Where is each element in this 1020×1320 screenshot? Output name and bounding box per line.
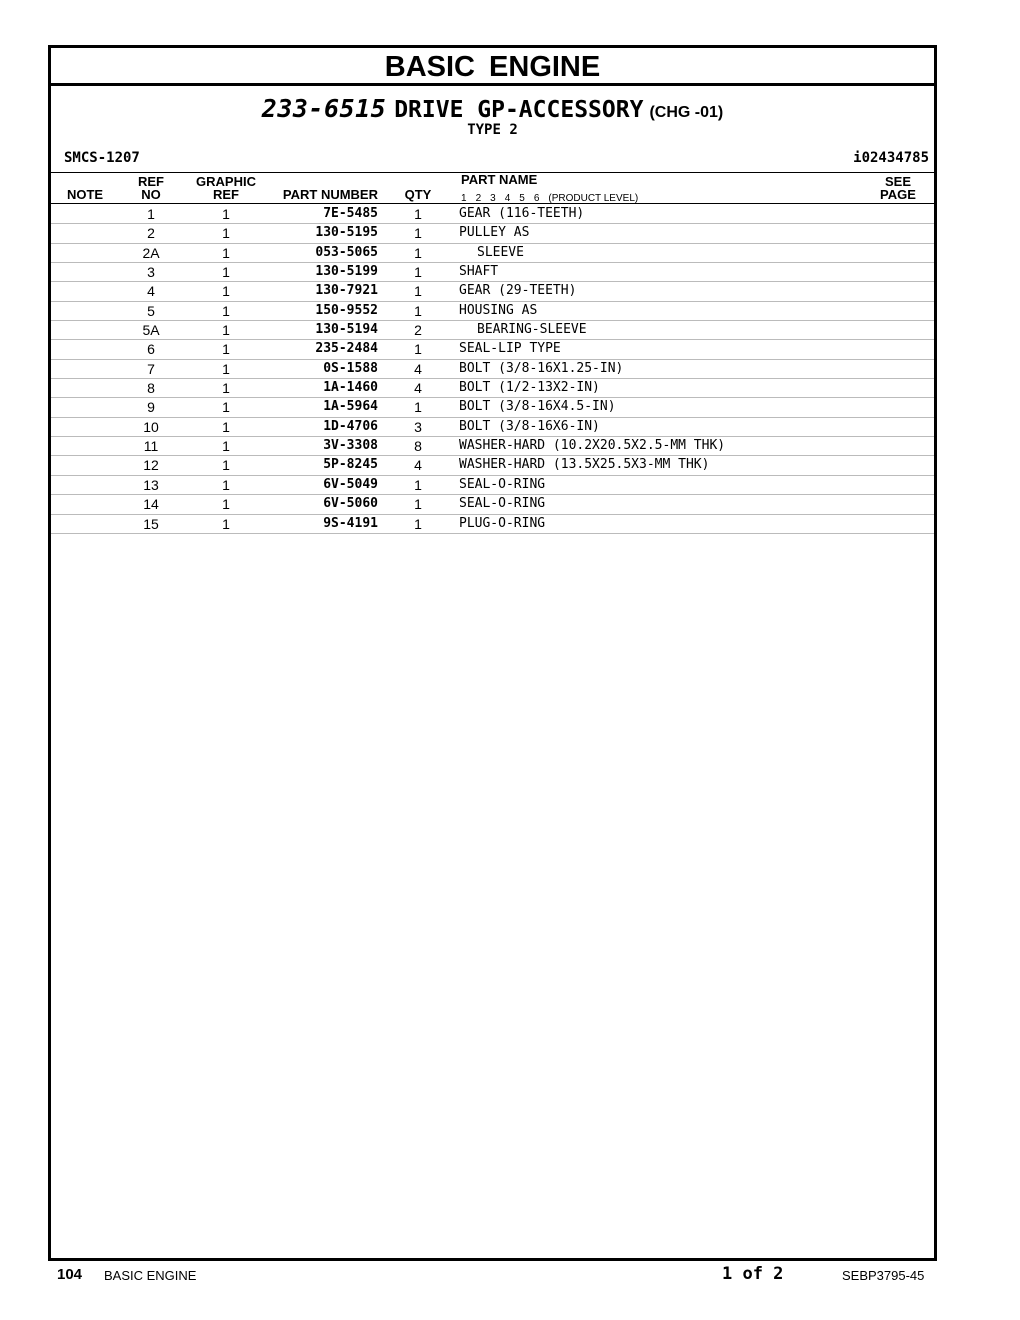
graphic-ref-cell: 1	[222, 341, 230, 358]
part-name-cell: WASHER-HARD (13.5X25.5X3-MM THK)	[459, 457, 710, 473]
graphic-ref-cell: 1	[222, 380, 230, 397]
graphic-ref-cell: 1	[222, 360, 230, 377]
ref-no-cell: 2	[147, 225, 155, 242]
col-header-graphic-top: GRAPHIC	[196, 174, 256, 189]
table-row	[51, 205, 934, 224]
col-header-note: NOTE	[66, 187, 104, 202]
graphic-ref-cell: 1	[222, 418, 230, 435]
table-row	[51, 282, 934, 301]
qty-cell: 2	[414, 322, 422, 339]
qty-cell: 1	[414, 341, 422, 358]
ref-no-cell: 8	[147, 380, 155, 397]
part-number-cell: 130-5199	[315, 264, 378, 280]
graphic-ref-cell: 1	[222, 206, 230, 222]
col-header-graphic-bottom: REF	[213, 187, 239, 202]
qty-cell: 4	[414, 360, 422, 377]
ref-no-cell: 1	[147, 206, 155, 222]
part-number-cell: 130-5195	[315, 225, 378, 241]
table-row	[51, 379, 934, 398]
ref-no-cell: 10	[143, 418, 159, 435]
table-row	[51, 495, 934, 514]
part-number-cell: 3V-3308	[323, 438, 378, 454]
table-row	[51, 244, 934, 263]
ref-no-cell: 5A	[142, 322, 160, 339]
smcs-code: SMCS-1207	[64, 150, 140, 166]
part-number-cell: 235-2484	[315, 341, 378, 357]
ref-no-cell: 15	[143, 515, 159, 532]
part-number-cell: 053-5065	[315, 244, 378, 260]
col-header-see-bottom: PAGE	[880, 187, 916, 202]
footer-page-number: 104	[57, 1266, 83, 1283]
graphic-ref-cell: 1	[222, 302, 230, 319]
ref-no-cell: 14	[143, 496, 159, 513]
qty-cell: 1	[414, 206, 422, 222]
part-name-cell: SHAFT	[459, 264, 499, 280]
col-header-ref-top: REF	[138, 174, 164, 189]
page-title: BASIC ENGINE	[51, 48, 934, 86]
qty-cell: 1	[414, 225, 422, 242]
product-level-3: 3	[490, 193, 496, 204]
graphic-ref-cell: 1	[222, 225, 230, 242]
product-level-5: 5	[519, 193, 525, 204]
table-row	[51, 476, 934, 495]
col-header-ref-bottom: NO	[141, 187, 161, 202]
part-number-cell: 5P-8245	[323, 457, 378, 473]
qty-cell: 1	[414, 283, 422, 300]
ref-no-cell: 11	[143, 438, 159, 455]
graphic-ref-cell: 1	[222, 438, 230, 455]
header-bottom-rule	[51, 203, 934, 204]
qty-cell: 1	[414, 244, 422, 261]
table-row	[51, 360, 934, 379]
table-row	[51, 302, 934, 321]
qty-cell: 8	[414, 438, 422, 455]
product-level-4: 4	[504, 193, 511, 204]
group-number: 233-6515	[261, 94, 387, 123]
footer-document-id: SEBP3795-45	[842, 1268, 925, 1283]
graphic-ref-cell: 1	[222, 264, 230, 281]
ref-no-cell: 4	[147, 283, 155, 300]
ref-no-cell: 7	[147, 360, 155, 377]
qty-cell: 4	[414, 457, 422, 474]
part-number-cell: 6V-5049	[323, 476, 378, 492]
ref-no-cell: 3	[147, 264, 155, 281]
part-number-cell: 9S-4191	[323, 515, 378, 531]
table-row	[51, 321, 934, 340]
col-header-part-name: PART NAME	[461, 172, 538, 187]
graphic-ref-cell: 1	[222, 244, 230, 261]
part-name-cell: GEAR (116-TEETH)	[459, 206, 585, 221]
part-name-cell: SLEEVE	[477, 244, 524, 260]
parts-table	[51, 205, 934, 534]
col-header-qty: QTY	[404, 187, 432, 202]
part-number-cell: 1A-5964	[323, 399, 378, 415]
group-heading	[51, 94, 934, 123]
part-name-cell: WASHER-HARD (10.2X20.5X2.5-MM THK)	[459, 438, 726, 454]
graphic-ref-cell: 1	[222, 457, 230, 474]
product-level-label: (PRODUCT LEVEL)	[548, 193, 639, 204]
table-row	[51, 418, 934, 437]
part-number-cell: 0S-1588	[323, 360, 378, 376]
group-type: TYPE 2	[467, 122, 518, 138]
product-level-6: 6	[533, 193, 540, 204]
illustration-id: i02434785	[853, 150, 929, 166]
part-number-cell: 150-9552	[315, 302, 378, 318]
col-header-see-top: SEE	[884, 174, 911, 189]
part-name-cell: HOUSING AS	[459, 302, 538, 318]
group-name: DRIVE GP-ACCESSORY	[394, 97, 644, 123]
part-name-cell: BOLT (3/8-16X1.25-IN)	[459, 360, 624, 376]
ref-no-cell: 6	[147, 341, 155, 358]
product-level-1: 1	[461, 193, 467, 204]
graphic-ref-cell: 1	[222, 476, 230, 493]
part-name-cell: SEAL-LIP TYPE	[459, 341, 561, 357]
part-number-cell: 130-5194	[315, 322, 378, 338]
graphic-ref-cell: 1	[222, 322, 230, 339]
graphic-ref-cell: 1	[222, 496, 230, 513]
part-number-cell: 7E-5485	[323, 206, 378, 221]
table-row	[51, 437, 934, 456]
part-name-cell: PLUG-O-RING	[459, 515, 546, 531]
group-change-level: (CHG -01)	[649, 104, 724, 121]
table-row	[51, 398, 934, 417]
table-row	[51, 456, 934, 475]
qty-cell: 1	[414, 476, 422, 493]
ref-no-cell: 5	[147, 302, 155, 319]
ref-no-cell: 2A	[142, 244, 160, 261]
part-number-cell: 6V-5060	[323, 496, 378, 512]
graphic-ref-cell: 1	[222, 399, 230, 416]
table-row	[51, 340, 934, 359]
product-level-2: 2	[475, 193, 482, 204]
part-name-cell: BOLT (3/8-16X4.5-IN)	[459, 399, 616, 415]
part-name-cell: PULLEY AS	[459, 225, 530, 241]
part-name-cell: GEAR (29-TEETH)	[459, 283, 577, 299]
footer-page-of: 1 of 2	[722, 1264, 784, 1284]
part-name-cell: BOLT (3/8-16X6-IN)	[459, 418, 600, 434]
ref-no-cell: 9	[147, 399, 155, 416]
qty-cell: 1	[414, 515, 422, 532]
parts-page-frame	[48, 45, 937, 1261]
qty-cell: 1	[414, 496, 422, 513]
table-row	[51, 224, 934, 243]
part-name-cell: SEAL-O-RING	[459, 496, 546, 512]
part-name-cell: SEAL-O-RING	[459, 476, 546, 492]
part-number-cell: 1D-4706	[323, 418, 378, 434]
col-header-part-number: PART NUMBER	[282, 187, 378, 202]
part-number-cell: 1A-1460	[323, 380, 378, 396]
qty-cell: 4	[414, 380, 422, 397]
footer-section-name: BASIC ENGINE	[104, 1268, 197, 1283]
part-number-cell: 130-7921	[315, 283, 378, 299]
qty-cell: 1	[414, 302, 422, 319]
qty-cell: 1	[414, 264, 422, 281]
qty-cell: 1	[414, 399, 422, 416]
part-name-cell: BEARING-SLEEVE	[477, 322, 587, 338]
part-name-cell: BOLT (1/2-13X2-IN)	[459, 380, 600, 396]
table-row	[51, 515, 934, 534]
ref-no-cell: 13	[143, 476, 159, 493]
qty-cell: 3	[414, 418, 422, 435]
table-row	[51, 263, 934, 282]
ref-no-cell: 12	[143, 457, 159, 474]
graphic-ref-cell: 1	[222, 515, 230, 532]
graphic-ref-cell: 1	[222, 283, 230, 300]
